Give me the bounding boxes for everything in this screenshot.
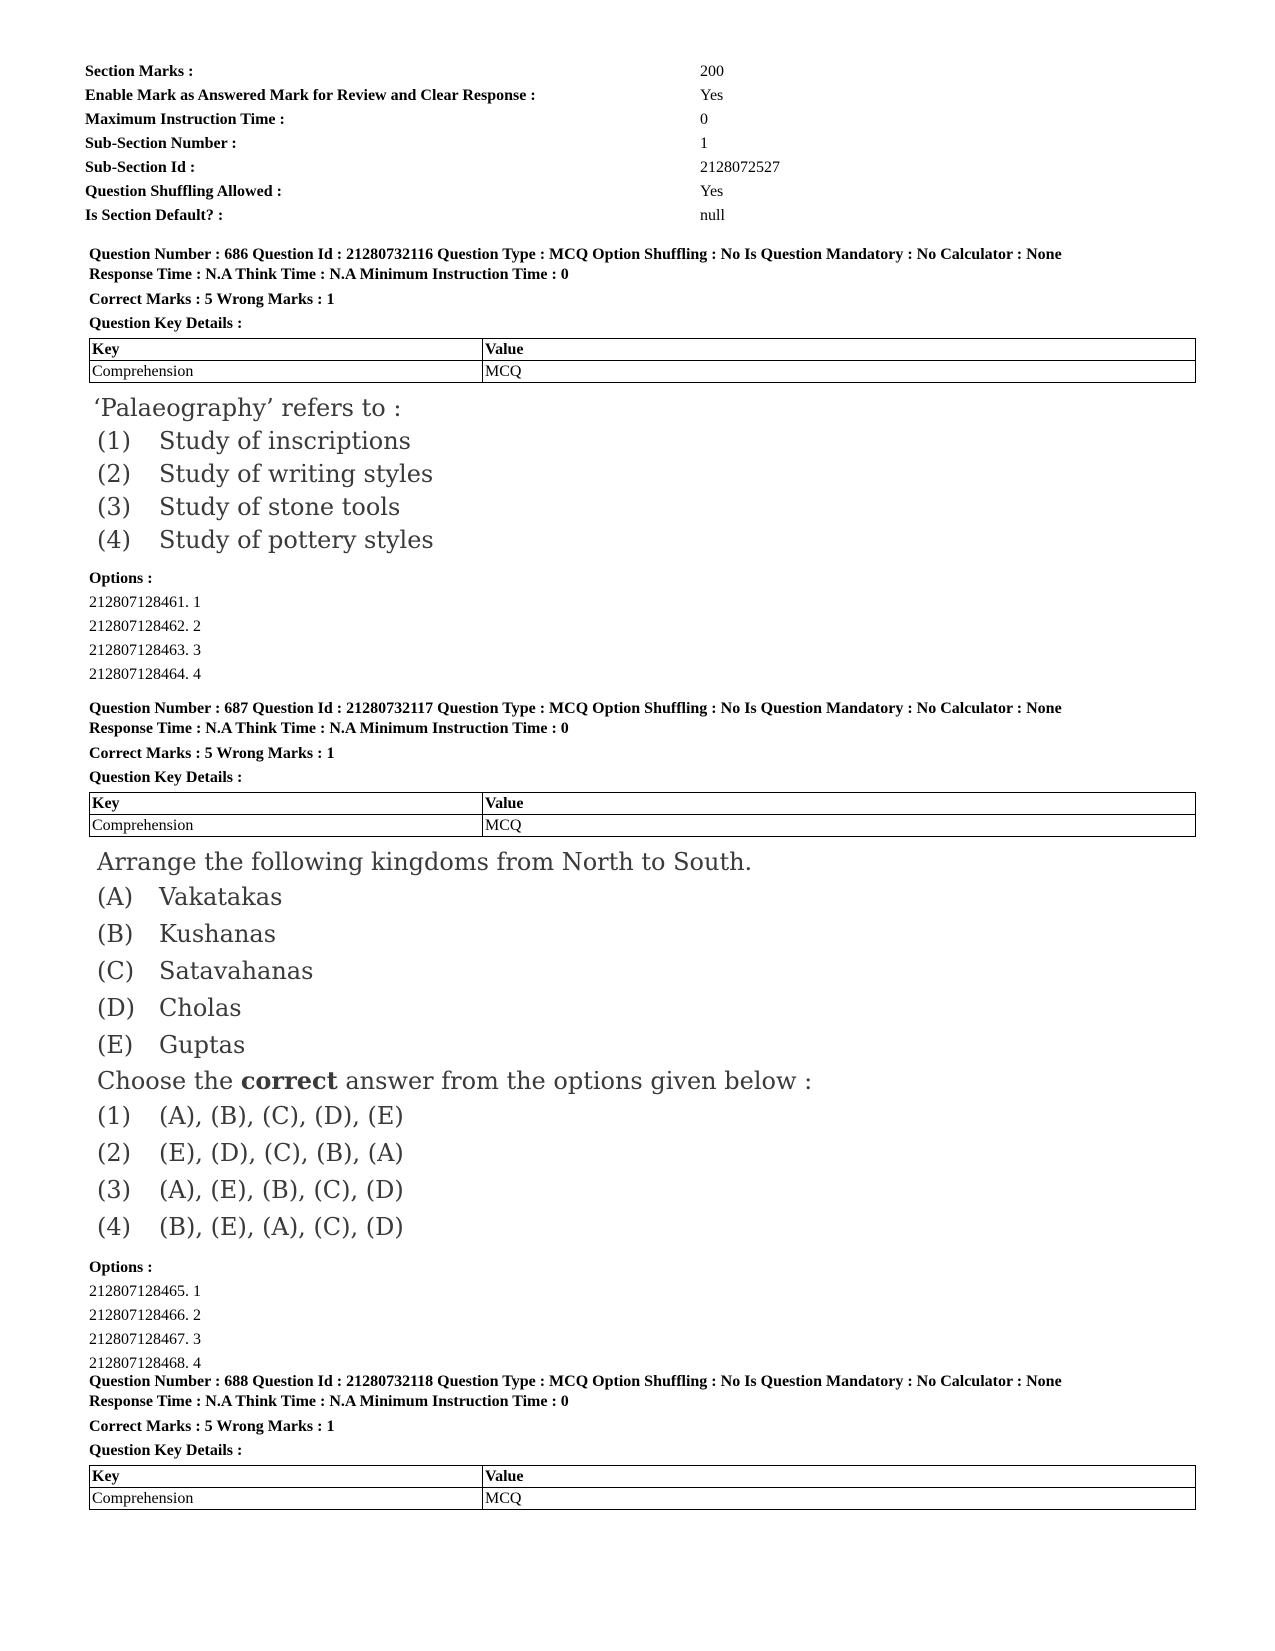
item-number: (B) (97, 920, 134, 948)
question-marks: Correct Marks : 5 Wrong Marks : 1 (89, 745, 335, 762)
info-label: Enable Mark as Answered Mark for Review and Clear Response : (85, 87, 536, 104)
choice-number: (4) (97, 1213, 131, 1241)
option-item: 212807128464. 4 (89, 666, 201, 683)
item-text: Study of pottery styles (159, 526, 434, 554)
key-table (89, 338, 1196, 383)
section-info (85, 60, 785, 228)
item-text: Study of inscriptions (159, 427, 411, 455)
question-item (89, 458, 1195, 491)
item-text: Guptas (159, 1031, 246, 1059)
question-item (89, 953, 1195, 990)
item-number: (2) (97, 460, 131, 488)
choice-number: (3) (97, 1176, 131, 1204)
key-header-cell: Key (90, 793, 483, 815)
info-label: Sub-Section Id : (85, 159, 196, 176)
key-cell: Comprehension (90, 361, 483, 383)
question-choice (89, 1209, 1195, 1246)
key-table-row (90, 1488, 1196, 1510)
info-value: null (700, 207, 725, 224)
question-body (89, 845, 1195, 1246)
question-choice (89, 1135, 1195, 1172)
item-number: (C) (97, 957, 135, 985)
key-table (89, 1465, 1196, 1510)
option-item: 212807128463. 3 (89, 642, 201, 659)
question-header (89, 1372, 1195, 1412)
value-header-cell: Value (483, 339, 1196, 361)
question-header (89, 245, 1195, 285)
choice-number: (2) (97, 1139, 131, 1167)
question-header-line: Question Number : 686 Question Id : 21280732116 Question Type : MCQ Option Shuffling : No Is Question Mandatory : No Calculator : None (89, 246, 1062, 263)
info-label: Question Shuffling Allowed : (85, 183, 282, 200)
info-value: Yes (700, 87, 724, 104)
info-row-max-instruction-time (85, 108, 785, 132)
question-item (89, 1027, 1195, 1064)
key-table-header-row (90, 793, 1196, 815)
instruction-suffix: answer from the options given below : (337, 1067, 813, 1095)
key-table-header-row (90, 1466, 1196, 1488)
question-choice (89, 1172, 1195, 1209)
key-table-row (90, 361, 1196, 383)
question-body (89, 391, 1195, 557)
item-text: Cholas (159, 994, 242, 1022)
info-value: 0 (700, 111, 708, 128)
option-item: 212807128461. 1 (89, 594, 201, 611)
item-number: (E) (97, 1031, 134, 1059)
question-item (89, 879, 1195, 916)
item-number: (1) (97, 427, 131, 455)
item-text: Study of writing styles (159, 460, 434, 488)
question-header (89, 699, 1195, 739)
info-row-section-default (85, 204, 785, 228)
value-header-cell: Value (483, 793, 1196, 815)
question-item (89, 524, 1195, 557)
info-label: Sub-Section Number : (85, 135, 237, 152)
question-item (89, 425, 1195, 458)
choice-text: (A), (B), (C), (D), (E) (159, 1102, 404, 1130)
value-cell: MCQ (483, 361, 1196, 383)
value-cell: MCQ (483, 1488, 1196, 1510)
question-stem: ‘Palaeography’ refers to : (93, 394, 402, 422)
key-cell: Comprehension (90, 815, 483, 837)
item-text: Vakatakas (159, 883, 283, 911)
info-row-section-marks (85, 60, 785, 84)
question-header-line: Response Time : N.A Think Time : N.A Minimum Instruction Time : 0 (89, 266, 569, 283)
question-stem: Arrange the following kingdoms from North to South. (97, 848, 753, 876)
item-number: (3) (97, 493, 131, 521)
info-value: Yes (700, 183, 724, 200)
question-header-line: Response Time : N.A Think Time : N.A Minimum Instruction Time : 0 (89, 720, 569, 737)
question-item (89, 916, 1195, 953)
options-label: Options : (89, 1259, 153, 1276)
info-row-enable-mark (85, 84, 785, 108)
choice-number: (1) (97, 1102, 131, 1130)
key-cell: Comprehension (90, 1488, 483, 1510)
question-header-line: Response Time : N.A Think Time : N.A Minimum Instruction Time : 0 (89, 1393, 569, 1410)
option-item: 212807128467. 3 (89, 1331, 201, 1348)
question-686 (89, 245, 1195, 687)
info-label: Section Marks : (85, 63, 194, 80)
info-row-sub-section-number (85, 132, 785, 156)
item-number: (A) (97, 883, 134, 911)
key-table-row (90, 815, 1196, 837)
value-header-cell: Value (483, 1466, 1196, 1488)
item-number: (4) (97, 526, 131, 554)
choice-text: (B), (E), (A), (C), (D) (159, 1213, 404, 1241)
option-item: 212807128465. 1 (89, 1283, 201, 1300)
key-table-header-row (90, 339, 1196, 361)
key-details-label: Question Key Details : (89, 769, 243, 786)
question-header-line: Question Number : 687 Question Id : 21280732117 Question Type : MCQ Option Shuffling : No Is Question Mandatory : No Calculator : None (89, 700, 1062, 717)
question-choice (89, 1098, 1195, 1135)
question-688 (89, 1372, 1195, 1510)
choice-text: (A), (E), (B), (C), (D) (159, 1176, 404, 1204)
info-label: Is Section Default? : (85, 207, 224, 224)
options-label: Options : (89, 570, 153, 587)
option-item: 212807128462. 2 (89, 618, 201, 635)
item-text: Study of stone tools (159, 493, 401, 521)
instruction-prefix: Choose the (97, 1067, 241, 1095)
item-text: Kushanas (159, 920, 277, 948)
info-label: Maximum Instruction Time : (85, 111, 285, 128)
item-number: (D) (97, 994, 135, 1022)
choice-text: (E), (D), (C), (B), (A) (159, 1139, 404, 1167)
key-header-cell: Key (90, 339, 483, 361)
question-marks: Correct Marks : 5 Wrong Marks : 1 (89, 1418, 335, 1435)
question-marks: Correct Marks : 5 Wrong Marks : 1 (89, 291, 335, 308)
instruction-emphasis: correct (240, 1066, 338, 1095)
value-cell: MCQ (483, 815, 1196, 837)
question-instruction (89, 1064, 1195, 1098)
question-item (89, 990, 1195, 1027)
key-details-label: Question Key Details : (89, 1442, 243, 1459)
option-item: 212807128468. 4 (89, 1355, 201, 1372)
question-687 (89, 699, 1195, 1376)
info-value: 2128072527 (700, 159, 780, 176)
option-item: 212807128466. 2 (89, 1307, 201, 1324)
item-text: Satavahanas (159, 957, 314, 985)
key-header-cell: Key (90, 1466, 483, 1488)
question-header-line: Question Number : 688 Question Id : 21280732118 Question Type : MCQ Option Shuffling : No Is Question Mandatory : No Calculator : None (89, 1373, 1062, 1390)
info-value: 1 (700, 135, 708, 152)
info-value: 200 (700, 63, 724, 80)
question-item (89, 491, 1195, 524)
key-table (89, 792, 1196, 837)
info-row-sub-section-id (85, 156, 785, 180)
key-details-label: Question Key Details : (89, 315, 243, 332)
info-row-question-shuffling (85, 180, 785, 204)
